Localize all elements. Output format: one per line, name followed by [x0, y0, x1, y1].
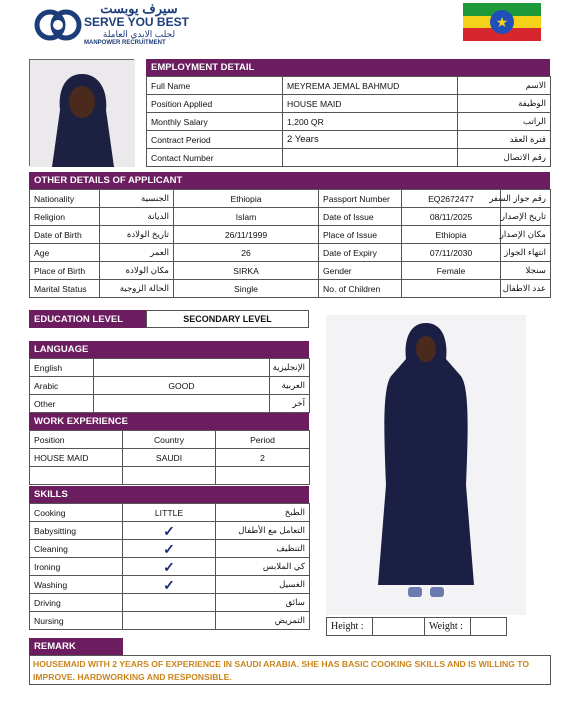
detail-value: Islam — [174, 208, 319, 226]
skills-title: SKILLS — [34, 489, 68, 500]
detail-label-arabic: الحالة الزوجية — [100, 280, 174, 298]
other-details-title: OTHER DETAILS OF APPLICANT — [34, 175, 183, 186]
language-label: Arabic — [30, 377, 94, 395]
applicant-full-body-photo — [326, 315, 526, 615]
brand-arabic: سيرف يوبست — [100, 1, 178, 16]
detail-label-arabic: الجنسية — [100, 190, 174, 208]
skill-label-arabic: كي الملابس — [216, 558, 310, 576]
table-row — [147, 113, 551, 131]
checkmark-icon: ✓ — [123, 558, 216, 576]
detail-value: 26 — [174, 244, 319, 262]
table-row — [30, 377, 310, 395]
ethiopia-flag: ★ — [463, 3, 541, 41]
work-experience-columns — [30, 431, 310, 449]
detail-value: Single — [174, 280, 319, 298]
skill-label: Babysitting — [30, 522, 123, 540]
detail-value: 08/11/2025 — [402, 208, 501, 226]
skill-value — [123, 594, 216, 612]
employment-label-arabic: فترة العقد — [458, 131, 551, 149]
language-header — [29, 341, 309, 358]
employment-value: 2 Years — [283, 131, 458, 149]
skill-label: Cooking — [30, 504, 123, 522]
col-position: Position — [30, 431, 123, 449]
detail-value: 26/11/1999 — [174, 226, 319, 244]
detail-label-arabic: انتهاء الجواز — [501, 244, 551, 262]
education-level-title: EDUCATION LEVEL — [34, 313, 124, 325]
skill-label-arabic: التنظيف — [216, 540, 310, 558]
height-label: Height : — [327, 618, 373, 636]
skill-label: Ironing — [30, 558, 123, 576]
remark-line-1: HOUSEMAID WITH 2 YEARS OF EXPERIENCE IN SAUDI ARABIA. SHE HAS BASIC COOKING SKILLS AND IS WILLING TO — [33, 659, 530, 669]
table-row — [30, 208, 551, 226]
checkmark-icon: ✓ — [123, 522, 216, 540]
detail-value: 07/11/2030 — [402, 244, 501, 262]
detail-label-arabic: الديانة — [100, 208, 174, 226]
table-row — [30, 504, 310, 522]
skill-label-arabic: سائق — [216, 594, 310, 612]
language-level: GOOD — [94, 377, 270, 395]
col-period: Period — [216, 431, 310, 449]
skill-value — [123, 612, 216, 630]
table-row — [30, 262, 551, 280]
brand-sub: MANPOWER RECRUITMENT — [84, 40, 166, 46]
detail-label: Place of Birth — [30, 262, 100, 280]
other-details-table — [29, 189, 551, 298]
skill-label-arabic: الغسيل — [216, 576, 310, 594]
detail-label-arabic: سنجلا — [501, 262, 551, 280]
logo-rings-icon — [34, 2, 82, 48]
brand-name: SERVE YOU BEST — [84, 15, 189, 29]
employment-label: Monthly Salary — [147, 113, 283, 131]
table-row — [30, 558, 310, 576]
table-row — [30, 594, 310, 612]
work-period: 2 — [216, 449, 310, 467]
employment-label: Contact Number — [147, 149, 283, 167]
detail-label: Gender — [319, 262, 402, 280]
detail-label: Date of Issue — [319, 208, 402, 226]
skill-label-arabic: التعامل مع الأطفال — [216, 522, 310, 540]
language-title: LANGUAGE — [34, 344, 89, 355]
detail-value: Female — [402, 262, 501, 280]
detail-label: Place of Issue — [319, 226, 402, 244]
detail-label: Religion — [30, 208, 100, 226]
employment-label-arabic: رقم الاتصال — [458, 149, 551, 167]
language-label: Other — [30, 395, 94, 413]
table-row — [30, 359, 310, 377]
employment-label: Full Name — [147, 77, 283, 95]
table-row — [147, 95, 551, 113]
table-row — [147, 131, 551, 149]
detail-label: Date of Expiry — [319, 244, 402, 262]
language-level — [94, 359, 270, 377]
work-country: SAUDI — [123, 449, 216, 467]
table-row — [147, 149, 551, 167]
work-position: HOUSE MAID — [30, 449, 123, 467]
remark-line-2: IMPROVE. HARDWORKING AND RESPONSIBLE. — [33, 672, 232, 682]
table-row — [30, 449, 310, 467]
skills-table — [29, 503, 310, 630]
table-row — [30, 467, 310, 485]
language-label-arabic: آخر — [270, 395, 310, 413]
skills-header — [29, 486, 309, 503]
skill-label-arabic: الطبخ — [216, 504, 310, 522]
work-experience-table — [29, 430, 310, 485]
detail-value: Ethiopia — [402, 226, 501, 244]
company-logo — [34, 1, 189, 48]
employment-label-arabic: الراتب — [458, 113, 551, 131]
detail-label-arabic: رقم جواز السفر — [501, 190, 551, 208]
table-row — [30, 522, 310, 540]
table-row — [30, 244, 551, 262]
other-details-header — [29, 172, 550, 189]
employment-label-arabic: الاسم — [458, 77, 551, 95]
detail-label-arabic: مكان الولادة — [100, 262, 174, 280]
language-label-arabic: الإنجليزية — [270, 359, 310, 377]
weight-value — [471, 618, 507, 636]
employment-value: MEYREMA JEMAL BAHMUD — [283, 77, 458, 95]
skill-label: Driving — [30, 594, 123, 612]
employment-detail-header — [146, 59, 550, 76]
table-row — [147, 77, 551, 95]
language-label: English — [30, 359, 94, 377]
detail-label: Date of Birth — [30, 226, 100, 244]
height-value — [373, 618, 425, 636]
applicant-portrait-photo — [29, 59, 134, 166]
employment-detail-title: EMPLOYMENT DETAIL — [151, 62, 255, 73]
employment-label: Position Applied — [147, 95, 283, 113]
detail-label-arabic: مكان الإصدار — [501, 226, 551, 244]
detail-label: Marital Status — [30, 280, 100, 298]
table-row — [30, 226, 551, 244]
detail-label-arabic: تاريخ الولادة — [100, 226, 174, 244]
skill-label: Nursing — [30, 612, 123, 630]
work-experience-title: WORK EXPERIENCE — [34, 416, 128, 427]
remark-title: REMARK — [34, 641, 76, 652]
employment-detail-table — [146, 76, 551, 167]
col-country: Country — [123, 431, 216, 449]
skill-label: Cleaning — [30, 540, 123, 558]
detail-label: Nationality — [30, 190, 100, 208]
language-table — [29, 358, 310, 413]
detail-label-arabic: العمر — [100, 244, 174, 262]
detail-value: SIRKA — [174, 262, 319, 280]
table-row — [30, 540, 310, 558]
skill-label: Washing — [30, 576, 123, 594]
education-level-header — [29, 310, 146, 328]
detail-value — [402, 280, 501, 298]
remark-box — [29, 655, 551, 685]
education-level-value: SECONDARY LEVEL — [146, 310, 309, 328]
detail-label: No. of Children — [319, 280, 402, 298]
language-label-arabic: العربية — [270, 377, 310, 395]
work-period — [216, 467, 310, 485]
employment-value: 1,200 QR — [283, 113, 458, 131]
detail-label-arabic: تاريخ الإصدار — [501, 208, 551, 226]
detail-label-arabic: عدد الاطفال — [501, 280, 551, 298]
remark-header — [29, 638, 123, 655]
work-country — [123, 467, 216, 485]
skill-value: LITTLE — [123, 504, 216, 522]
detail-label: Passport Number — [319, 190, 402, 208]
weight-label: Weight : — [425, 618, 471, 636]
employment-value: HOUSE MAID — [283, 95, 458, 113]
table-row — [30, 280, 551, 298]
language-level — [94, 395, 270, 413]
work-experience-header — [29, 413, 309, 430]
employment-label: Contract Period — [147, 131, 283, 149]
employment-label-arabic: الوظيفة — [458, 95, 551, 113]
detail-value: EQ2672477 — [402, 190, 501, 208]
brand-arabic-sub: لجلب الايدي العاملة — [102, 29, 176, 39]
table-row — [30, 395, 310, 413]
checkmark-icon: ✓ — [123, 540, 216, 558]
detail-label: Age — [30, 244, 100, 262]
table-row — [30, 190, 551, 208]
work-position — [30, 467, 123, 485]
skill-label-arabic: التمريض — [216, 612, 310, 630]
table-row — [30, 612, 310, 630]
employment-value — [283, 149, 458, 167]
checkmark-icon: ✓ — [123, 576, 216, 594]
detail-value: Ethiopia — [174, 190, 319, 208]
measurements-table — [326, 617, 507, 636]
table-row — [30, 576, 310, 594]
